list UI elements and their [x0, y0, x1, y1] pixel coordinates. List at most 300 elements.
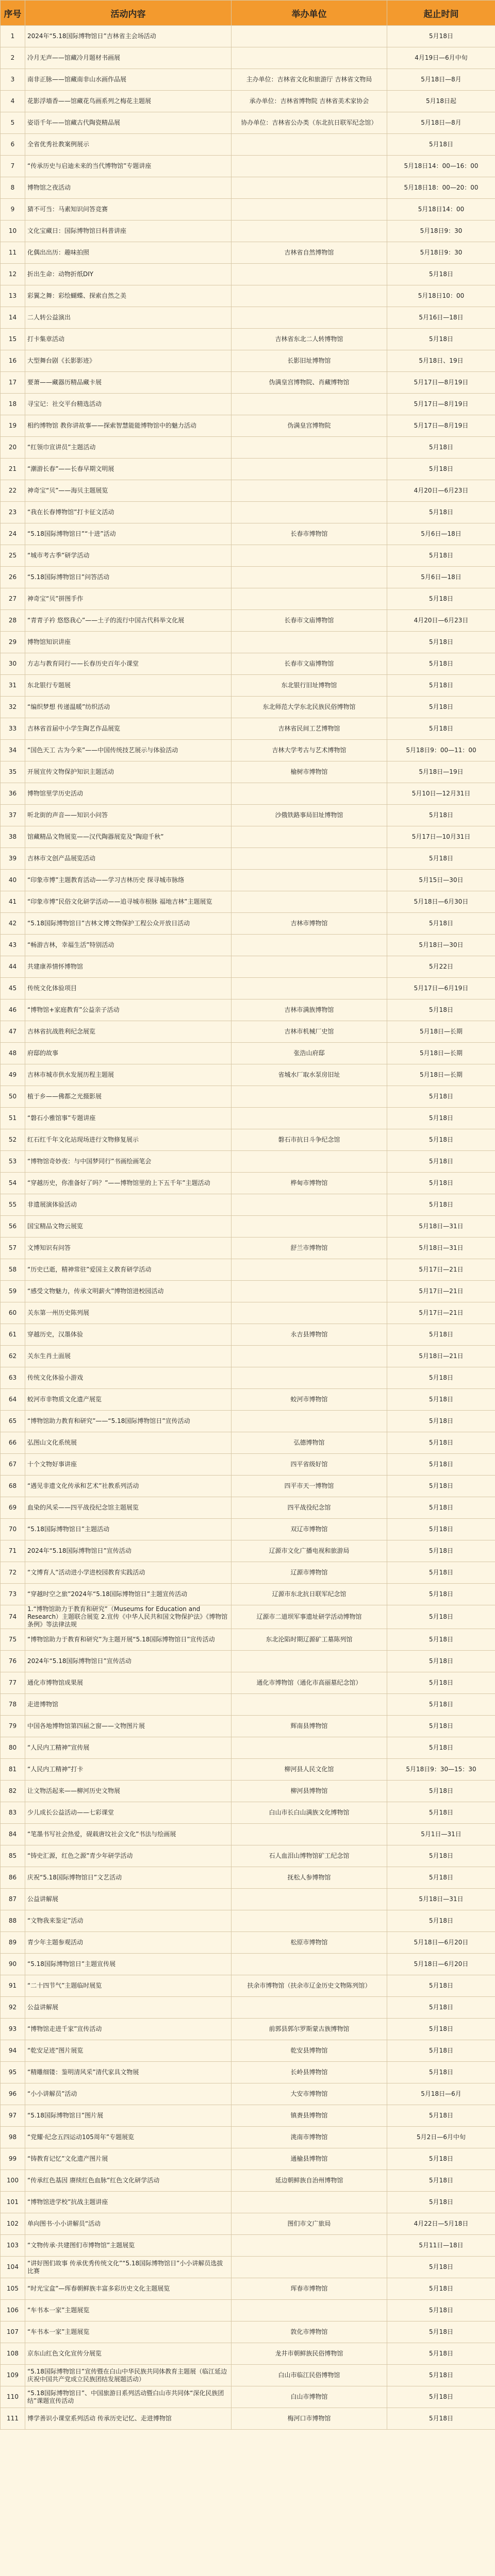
row-index: 63 [1, 1367, 25, 1389]
row-time: 5月18日10：00 [387, 285, 495, 307]
row-organizer: 龙井市朝鲜族民俗博物馆 [232, 2343, 387, 2365]
row-activity: 相约博物馆 教你讲故事——探索智慧能能博物馆中的魅力活动 [25, 415, 232, 437]
row-time: 5月18日 [387, 1802, 495, 1824]
row-index: 35 [1, 761, 25, 783]
row-index: 25 [1, 545, 25, 567]
table-row [1, 2278, 495, 2300]
row-organizer [232, 848, 387, 870]
table-row [1, 307, 495, 329]
row-activity: “笔墨书写社会热爱，砚载唐坟社会文化”书法与绘画展 [25, 1824, 232, 1845]
row-time: 5月18日 [387, 1476, 495, 1497]
row-organizer: 白山市长白山满族文化博物馆 [232, 1802, 387, 1824]
row-time: 5月18日 [387, 2105, 495, 2127]
table-row [1, 221, 495, 242]
row-index: 31 [1, 675, 25, 697]
row-index: 29 [1, 632, 25, 653]
row-activity: “讲好图们故事 传承优秀传统文化”“5.18国际博物馆日”小小讲解员选拔比赛 [25, 2257, 232, 2278]
row-activity: “历史已逝，精神常驻”爱国主义教育研学活动 [25, 1259, 232, 1281]
row-activity: 红石红千年文化站现场进行文物修复展示 [25, 1129, 232, 1151]
row-activity: “文物我来鉴定”活动 [25, 1910, 232, 1932]
row-index: 54 [1, 1173, 25, 1194]
table-row [1, 1476, 495, 1497]
row-index: 12 [1, 264, 25, 285]
row-organizer: 永吉县博物馆 [232, 1324, 387, 1346]
table-row [1, 1021, 495, 1043]
row-index: 72 [1, 1562, 25, 1584]
row-index: 33 [1, 718, 25, 740]
table-row [1, 1629, 495, 1651]
row-time: 5月18日 [387, 913, 495, 935]
row-activity: “铸教育记忆”文化遗产图片展 [25, 2148, 232, 2170]
row-index: 104 [1, 2257, 25, 2278]
row-index: 76 [1, 1651, 25, 1672]
row-time: 5月18日 [387, 1781, 495, 1802]
row-activity: 折出生命：动物折纸DIY [25, 264, 232, 285]
row-index: 42 [1, 913, 25, 935]
table-row [1, 675, 495, 697]
row-time: 5月22日 [387, 956, 495, 978]
row-index: 75 [1, 1629, 25, 1651]
row-activity: 庆祝“5.18国际博物馆日”文艺活动 [25, 1867, 232, 1889]
row-time: 5月18日9：30—15：30 [387, 1759, 495, 1781]
row-index: 18 [1, 394, 25, 415]
table-row [1, 1346, 495, 1367]
row-index: 108 [1, 2343, 25, 2365]
row-organizer [232, 480, 387, 502]
row-index: 9 [1, 199, 25, 221]
row-activity: 博物馆里学历史活动 [25, 783, 232, 805]
row-index: 58 [1, 1259, 25, 1281]
row-time: 5月2日—6月中旬 [387, 2127, 495, 2148]
row-activity: 共建康养情怀博物馆 [25, 956, 232, 978]
row-organizer: 辽源市二道坝军事遗址研学活动博物馆 [232, 1605, 387, 1629]
table-row [1, 2235, 495, 2257]
row-organizer [232, 199, 387, 221]
row-activity: 吉林市城市供水发展历程主题展 [25, 1064, 232, 1086]
row-organizer [232, 47, 387, 69]
row-organizer: 吉林省东北二人转博物馆 [232, 329, 387, 350]
row-activity: 博物馆之夜活动 [25, 177, 232, 199]
table-row [1, 2170, 495, 2192]
row-time: 5月18日 [387, 1629, 495, 1651]
row-time: 5月18日9：00—11：00 [387, 740, 495, 761]
row-organizer: 长岭县博物馆 [232, 2062, 387, 2083]
row-activity: “党耀·纪念五四运动105周年”专题展览 [25, 2127, 232, 2148]
row-organizer: 辽源市文化广播电视和旅游局 [232, 1540, 387, 1562]
row-activity: “5.18国际博物馆日”主题活动 [25, 1519, 232, 1540]
row-time: 5月15日—30日 [387, 870, 495, 891]
row-index: 90 [1, 1954, 25, 1975]
row-activity: 关东第一州历史陈列展 [25, 1302, 232, 1324]
row-activity: “穿越时空之旅”2024年“5.18国际博物馆日”主题宣传活动 [25, 1584, 232, 1605]
table-row [1, 1238, 495, 1259]
row-activity: 吉林市文创产品展览活动 [25, 848, 232, 870]
row-organizer: 辽源市博物馆 [232, 1562, 387, 1584]
row-activity: 国宝精品文物云展览 [25, 1216, 232, 1238]
row-activity: 公益讲解展 [25, 1889, 232, 1910]
row-organizer [232, 264, 387, 285]
row-organizer: 通榆县博物馆 [232, 2148, 387, 2170]
table-row [1, 1194, 495, 1216]
row-time: 5月18日—长期 [387, 1064, 495, 1086]
row-index: 107 [1, 2321, 25, 2343]
row-organizer [232, 285, 387, 307]
row-activity: “遇见非遗文化传承和艺术”社教系列活动 [25, 1476, 232, 1497]
row-activity: “传承历史与启迪未来的当代博物馆”专题讲座 [25, 156, 232, 177]
row-index: 82 [1, 1781, 25, 1802]
row-index: 52 [1, 1129, 25, 1151]
table-row [1, 1454, 495, 1476]
row-activity: “传承红色基因 赓续红色血脉”红色文化研学活动 [25, 2170, 232, 2192]
row-organizer: 洮南市博物馆 [232, 2127, 387, 2148]
row-index: 36 [1, 783, 25, 805]
row-time: 5月18日 [387, 1519, 495, 1540]
table-row [1, 891, 495, 913]
row-activity: 馆藏精品文物展览——汉代陶器展览及“陶迎千秋” [25, 826, 232, 848]
row-organizer: 东北银行旧址博物馆 [232, 675, 387, 697]
table-row [1, 1562, 495, 1584]
row-time: 5月18日 [387, 2365, 495, 2386]
row-time: 5月18日 [387, 134, 495, 156]
row-activity: 文博知识有问答 [25, 1238, 232, 1259]
row-activity: “时光宝盒”—珲春朝鲜族丰富多彩历史文化主题展览 [25, 2278, 232, 2300]
row-index: 40 [1, 870, 25, 891]
row-index: 62 [1, 1346, 25, 1367]
row-organizer: 吉林省民间工艺博物馆 [232, 718, 387, 740]
table-row [1, 1845, 495, 1867]
row-time: 5月18日—21日 [387, 1346, 495, 1367]
row-organizer: 承办单位：吉林省博物院 吉林省美术家协会 [232, 91, 387, 112]
row-index: 96 [1, 2083, 25, 2105]
row-activity: “精雕细镂：鉴明清风采”清代家具文物展 [25, 2062, 232, 2083]
table-row [1, 567, 495, 588]
row-organizer [232, 935, 387, 956]
row-organizer [232, 783, 387, 805]
table-row [1, 1997, 495, 2019]
row-index: 91 [1, 1975, 25, 1997]
row-organizer: 舒兰市博物馆 [232, 1238, 387, 1259]
row-time: 5月18日 [387, 1605, 495, 1629]
header-organizer: 举办单位 [232, 1, 387, 26]
header-index: 序号 [1, 1, 25, 26]
table-row [1, 1302, 495, 1324]
row-time: 4月20日—6月23日 [387, 480, 495, 502]
row-organizer: 磐石市抗日斗争纪念馆 [232, 1129, 387, 1151]
row-index: 37 [1, 805, 25, 826]
table-row [1, 1324, 495, 1346]
table-row [1, 1824, 495, 1845]
table-row [1, 199, 495, 221]
row-time: 5月18日—6月30日 [387, 891, 495, 913]
row-activity: “车书本一家”主题展览 [25, 2321, 232, 2343]
row-index: 53 [1, 1151, 25, 1173]
row-index: 56 [1, 1216, 25, 1238]
row-activity: 传统文化体验小游戏 [25, 1367, 232, 1389]
row-index: 38 [1, 826, 25, 848]
table-row [1, 1932, 495, 1954]
row-time: 5月16日—18日 [387, 307, 495, 329]
table-row [1, 1432, 495, 1454]
row-time: 5月18日 [387, 1672, 495, 1694]
row-time: 5月18日—6月 [387, 2083, 495, 2105]
row-activity: 二人转公益演出 [25, 307, 232, 329]
row-index: 92 [1, 1997, 25, 2019]
row-organizer: 吉林大学考古与艺术博物馆 [232, 740, 387, 761]
row-time: 5月18日 [387, 1540, 495, 1562]
table-row [1, 134, 495, 156]
row-activity: 血染的风采——四平战役纪念馆主题展览 [25, 1497, 232, 1519]
row-time: 5月18日 [387, 1737, 495, 1759]
row-activity: “铸史汇源，红色之源”青少年研学活动 [25, 1845, 232, 1867]
row-time: 5月6日—18日 [387, 523, 495, 545]
table-row [1, 1889, 495, 1910]
row-time: 5月18日 [387, 1997, 495, 2019]
row-index: 47 [1, 1021, 25, 1043]
row-organizer: 白山市临江民俗博物馆 [232, 2365, 387, 2386]
row-activity: “二十四节气”主题临时展览 [25, 1975, 232, 1997]
table-row [1, 394, 495, 415]
row-organizer [232, 1194, 387, 1216]
row-activity: 猜不可当：马素知识问答竞赛 [25, 199, 232, 221]
row-activity: 单向图书·小小讲解员“活动 [25, 2213, 232, 2235]
table-row [1, 350, 495, 372]
row-organizer [232, 1694, 387, 1716]
row-organizer: 松原市博物馆 [232, 1932, 387, 1954]
table-row [1, 956, 495, 978]
row-index: 102 [1, 2213, 25, 2235]
table-row [1, 653, 495, 675]
row-time: 5月18日 [387, 1086, 495, 1108]
table-row [1, 1216, 495, 1238]
row-index: 28 [1, 610, 25, 632]
table-row [1, 2148, 495, 2170]
row-time: 5月18日 [387, 1324, 495, 1346]
table-row [1, 415, 495, 437]
row-time: 5月18日—8月 [387, 69, 495, 91]
row-organizer [232, 221, 387, 242]
row-index: 2 [1, 47, 25, 69]
row-index: 50 [1, 1086, 25, 1108]
row-time: 5月18日 [387, 2192, 495, 2213]
row-activity: 2024年“5.18国际博物馆日”宣传活动 [25, 1651, 232, 1672]
row-organizer: 长春市博物馆 [232, 523, 387, 545]
table-row [1, 1064, 495, 1086]
row-time: 5月17日—10月31日 [387, 826, 495, 848]
row-organizer: 四平战役纪念馆 [232, 1497, 387, 1519]
row-index: 95 [1, 2062, 25, 2083]
table-row [1, 2386, 495, 2408]
row-index: 83 [1, 1802, 25, 1824]
row-time: 5月18日—31日 [387, 1238, 495, 1259]
row-time: 5月18日 [387, 718, 495, 740]
row-time: 5月18日 [387, 2408, 495, 2430]
table-row [1, 1086, 495, 1108]
row-organizer [232, 1216, 387, 1238]
row-index: 67 [1, 1454, 25, 1476]
row-organizer: 乾安县博物馆 [232, 2040, 387, 2062]
table-row [1, 1584, 495, 1605]
row-index: 109 [1, 2365, 25, 2386]
row-activity: 十个文物好事讲座 [25, 1454, 232, 1476]
row-activity: 花影浮墙香——馆藏花鸟画系列之梅花主题展 [25, 91, 232, 112]
table-row [1, 870, 495, 891]
table-row [1, 783, 495, 805]
table-row [1, 523, 495, 545]
row-organizer [232, 956, 387, 978]
table-row [1, 978, 495, 999]
table-row [1, 805, 495, 826]
row-activity: “5.18国际博物馆日”问答活动 [25, 567, 232, 588]
row-organizer: 图们市文广旅局 [232, 2213, 387, 2235]
header-activity: 活动内容 [25, 1, 232, 26]
row-index: 57 [1, 1238, 25, 1259]
row-activity: “博物馆助力教育和研究”——“5.18国际博物馆日”宣传活动 [25, 1411, 232, 1432]
row-time: 5月18日 [387, 1497, 495, 1519]
row-organizer: 榆树市博物馆 [232, 761, 387, 783]
row-time: 5月18日、19日 [387, 350, 495, 372]
table-row [1, 632, 495, 653]
row-organizer [232, 588, 387, 610]
row-index: 98 [1, 2127, 25, 2148]
row-time: 5月18日 [387, 697, 495, 718]
row-time: 5月18日 [387, 1694, 495, 1716]
table-row [1, 2192, 495, 2213]
row-index: 85 [1, 1845, 25, 1867]
table-row [1, 1173, 495, 1194]
row-index: 61 [1, 1324, 25, 1346]
row-activity: 文化宝藏日：国际博物馆日科普讲座 [25, 221, 232, 242]
row-time: 5月18日 [387, 1584, 495, 1605]
row-organizer [232, 1346, 387, 1367]
row-organizer [232, 1824, 387, 1845]
row-time: 5月18日 [387, 264, 495, 285]
table-row [1, 1605, 495, 1629]
table-row [1, 1954, 495, 1975]
row-organizer: 抚松人参博物馆 [232, 1867, 387, 1889]
row-activity: 打卡集章活动 [25, 329, 232, 350]
row-activity: 植于乡——佛都之光摄影展 [25, 1086, 232, 1108]
row-activity: “博物馆助力于教育和研究”为主题开展“5.18国际博物馆日”宣传活动 [25, 1629, 232, 1651]
table-row [1, 1497, 495, 1519]
row-time: 5月17日—8月19日 [387, 415, 495, 437]
row-index: 5 [1, 112, 25, 134]
row-organizer [232, 567, 387, 588]
table-row [1, 26, 495, 47]
row-activity: “5.18国际博物馆日”宣传暨在白山中华民族共同体教育主题展（临江延边庆祝中国共产党成立民族团结发展题活动） [25, 2365, 232, 2386]
row-organizer: 通化市博物馆（通化市高丽墓纪念馆） [232, 1672, 387, 1694]
row-index: 66 [1, 1432, 25, 1454]
row-organizer [232, 1151, 387, 1173]
row-organizer: 吉林省自然博物馆 [232, 242, 387, 264]
row-time: 5月18日 [387, 329, 495, 350]
row-index: 94 [1, 2040, 25, 2062]
table-row [1, 264, 495, 285]
row-time: 5月6日—18日 [387, 567, 495, 588]
row-index: 43 [1, 935, 25, 956]
row-index: 10 [1, 221, 25, 242]
table-row [1, 2062, 495, 2083]
row-index: 71 [1, 1540, 25, 1562]
row-index: 48 [1, 1043, 25, 1064]
table-row [1, 112, 495, 134]
row-organizer: 辽源市东北抗日联军纪念馆 [232, 1584, 387, 1605]
table-row [1, 1975, 495, 1997]
row-organizer: 柳河县博物馆 [232, 1781, 387, 1802]
row-time: 5月18日 [387, 1975, 495, 1997]
row-organizer: 蛟河市博物馆 [232, 1389, 387, 1411]
row-index: 19 [1, 415, 25, 437]
row-organizer [232, 134, 387, 156]
table-row [1, 437, 495, 459]
row-activity: 听北街的声音——知识小问答 [25, 805, 232, 826]
row-index: 74 [1, 1605, 25, 1629]
row-organizer: 梅河口市博物馆 [232, 2408, 387, 2430]
row-organizer: 吉林市机械厂史馆 [232, 1021, 387, 1043]
row-activity: “编织梦想 传递温暖”纺织活动 [25, 697, 232, 718]
table-row [1, 91, 495, 112]
row-index: 64 [1, 1389, 25, 1411]
row-activity: 彩翼之舞：彩绘蝴蝶、探索自然之美 [25, 285, 232, 307]
row-organizer [232, 2257, 387, 2278]
row-organizer [232, 437, 387, 459]
row-organizer [232, 1737, 387, 1759]
row-index: 24 [1, 523, 25, 545]
row-organizer [232, 1910, 387, 1932]
table-row [1, 2105, 495, 2127]
row-index: 11 [1, 242, 25, 264]
table-row [1, 502, 495, 523]
table-row [1, 372, 495, 394]
table-row [1, 1737, 495, 1759]
row-activity: 少儿成长公益活动——七彩课堂 [25, 1802, 232, 1824]
row-time: 5月18日—19日 [387, 761, 495, 783]
row-index: 22 [1, 480, 25, 502]
row-activity: 吉林省首届中小学生陶艺作品展览 [25, 718, 232, 740]
row-organizer: 四平市天一博物馆 [232, 1476, 387, 1497]
row-time: 5月18日 [387, 1651, 495, 1672]
row-time: 5月18日 [387, 502, 495, 523]
row-time: 5月18日起 [387, 91, 495, 112]
row-time: 4月20日—6月23日 [387, 610, 495, 632]
row-activity: 博物馆知识讲座 [25, 632, 232, 653]
row-activity: 化偶出出历：趣味拍照 [25, 242, 232, 264]
row-time: 5月18日 [387, 2278, 495, 2300]
row-index: 3 [1, 69, 25, 91]
row-activity: 蛟河市非物质文化遗产展览 [25, 1389, 232, 1411]
row-index: 79 [1, 1716, 25, 1737]
row-organizer [232, 307, 387, 329]
row-activity: “5.18国际博物馆日”吉林文博文物保护工程公众开放日活动 [25, 913, 232, 935]
row-organizer [232, 1997, 387, 2019]
row-activity: “人民内工精神”打卡 [25, 1759, 232, 1781]
row-time: 5月18日 [387, 1129, 495, 1151]
row-time: 5月18日 [387, 2257, 495, 2278]
row-time: 5月18日9：30 [387, 242, 495, 264]
row-organizer [232, 1889, 387, 1910]
row-time: 4月19日—6月中旬 [387, 47, 495, 69]
row-time: 5月18日14：00—16：00 [387, 156, 495, 177]
row-organizer: 四平省级好馆 [232, 1454, 387, 1476]
row-time: 5月17日—21日 [387, 1281, 495, 1302]
row-index: 46 [1, 999, 25, 1021]
row-time: 5月18日 [387, 2343, 495, 2365]
row-activity: 京东山红色文化宣传分展览 [25, 2343, 232, 2365]
table-header-row [1, 1, 495, 26]
row-organizer [232, 2235, 387, 2257]
row-activity: 通化市博物馆成果展 [25, 1672, 232, 1694]
row-activity: “穿越历史，你准备好了吗？”——博物馆里的上下五千年”主题活动 [25, 1173, 232, 1194]
row-index: 1 [1, 26, 25, 47]
